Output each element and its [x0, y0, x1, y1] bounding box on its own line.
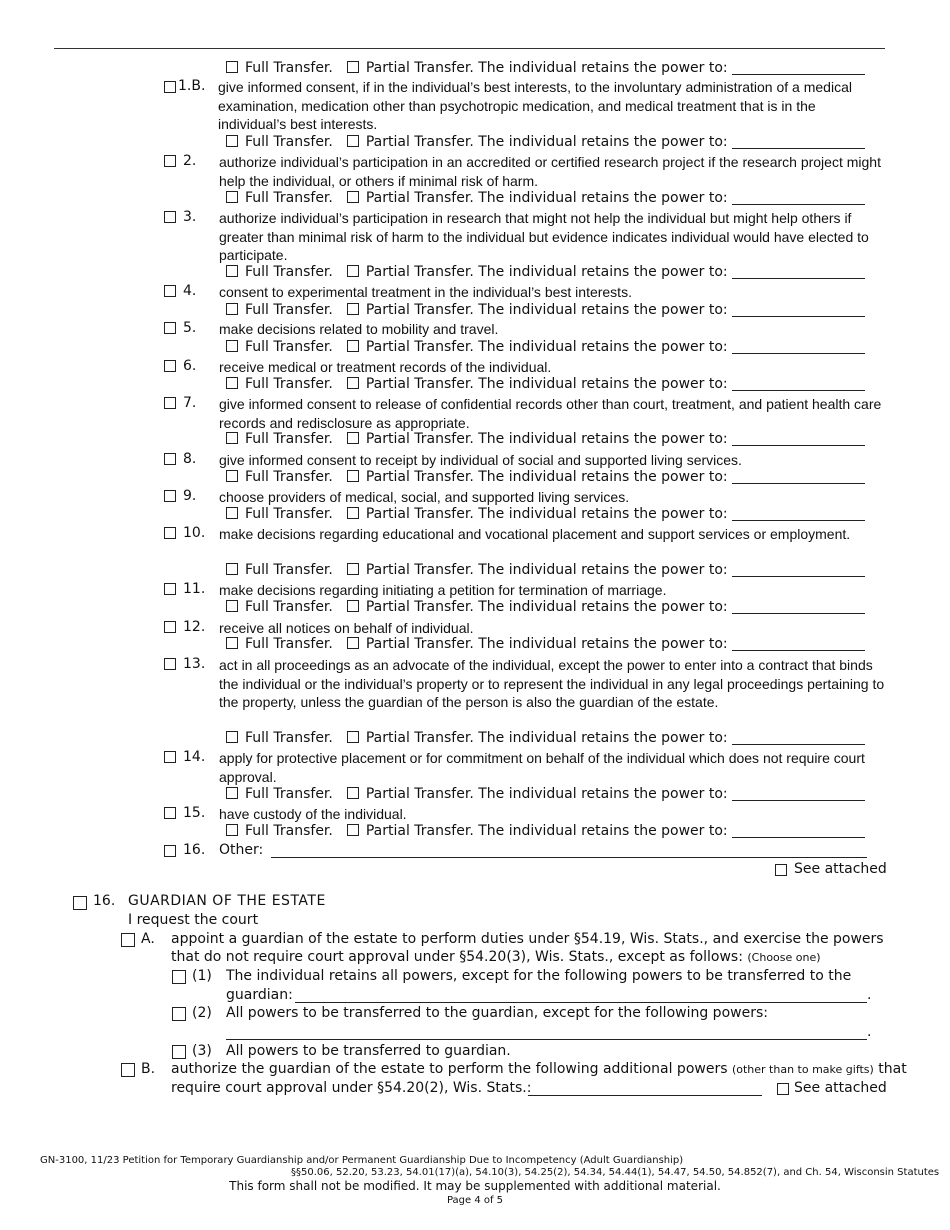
full-transfer-checkbox[interactable]	[226, 787, 238, 799]
transfer-row-14	[226, 786, 865, 805]
estate-b-see-attached-label: See attached	[794, 1080, 887, 1096]
full-transfer-checkbox[interactable]	[226, 377, 238, 389]
estate-a-text-line1: appoint a guardian of the estate to perform duties under §54.19, Wis. Stats., and exercise the powers	[171, 931, 884, 947]
transfer-row-2	[226, 190, 865, 209]
item-15-checkbox[interactable]	[164, 807, 176, 819]
transfer-row-3	[226, 264, 865, 283]
estate-b-text-line1	[171, 1061, 907, 1077]
partial-transfer-checkbox[interactable]	[347, 731, 359, 743]
partial-transfer-checkbox[interactable]	[347, 265, 359, 277]
see-attached-label: See attached	[794, 861, 887, 877]
item-11-checkbox[interactable]	[164, 583, 176, 595]
full-transfer-checkbox[interactable]	[226, 191, 238, 203]
item-10-text: make decisions regarding educational and vocational placement and support services or employment.	[219, 526, 851, 542]
footer-form-id: GN-3100, 11/23 Petition for Temporary Guardianship and/or Permanent Guardianship Due to Incompetency (Adult Guardianship)	[40, 1155, 684, 1166]
estate-a-text: that do not require court approval under §54.20(3), Wis. Stats., except as follows:	[171, 949, 743, 965]
estate-a-label: A.	[141, 931, 155, 947]
partial-transfer-checkbox[interactable]	[347, 191, 359, 203]
footer-statutes: §§50.06, 52.20, 53.23, 54.01(17)(a), 54.10(3), 54.25(2), 54.34, 54.44(1), 54.47, 54.50, 54.852(7), and Ch. 54, Wisconsin Statutes	[291, 1167, 940, 1178]
item-6-checkbox[interactable]	[164, 360, 176, 372]
item-11-number: 11.	[183, 581, 206, 597]
estate-section-number: 16.	[93, 893, 116, 909]
partial-transfer-label: Partial Transfer. The individual retains the power to:	[365, 823, 728, 839]
retains-power-field[interactable]	[732, 787, 865, 801]
transfer-row-4	[226, 302, 865, 321]
partial-transfer-checkbox[interactable]	[347, 377, 359, 389]
item-14-number: 14.	[183, 749, 206, 765]
item-7-number: 7.	[183, 395, 197, 411]
full-transfer-checkbox[interactable]	[226, 135, 238, 147]
item-14-text: apply for protective placement or for commitment on behalf of the individual which does not require court approval.	[219, 750, 865, 785]
estate-a-text-line2	[171, 949, 821, 965]
full-transfer-checkbox[interactable]	[226, 432, 238, 444]
retains-power-field[interactable]	[732, 600, 865, 614]
full-transfer-label: Full Transfer.	[245, 636, 333, 652]
partial-transfer-checkbox[interactable]	[347, 637, 359, 649]
retains-power-field[interactable]	[732, 135, 865, 149]
option-2-number: (2)	[192, 1005, 212, 1021]
full-transfer-checkbox[interactable]	[226, 563, 238, 575]
retains-power-field[interactable]	[732, 61, 865, 75]
item-9-number: 9.	[183, 488, 197, 504]
transfer-row-13	[226, 730, 865, 749]
transfer-row-7	[226, 431, 865, 450]
partial-transfer-checkbox[interactable]	[347, 432, 359, 444]
full-transfer-label: Full Transfer.	[245, 60, 333, 76]
partial-transfer-checkbox[interactable]	[347, 340, 359, 352]
partial-transfer-label: Partial Transfer. The individual retains the power to:	[365, 134, 728, 150]
item-3-text: authorize individual’s participation in research that might not help the individual but might help others if greater than minimal risk of harm to the individual but evidence indicates individual would have elected to participate.	[219, 210, 869, 264]
option-3-number: (3)	[192, 1043, 212, 1059]
partial-transfer-checkbox[interactable]	[347, 824, 359, 836]
full-transfer-label: Full Transfer.	[245, 376, 333, 392]
full-transfer-label: Full Transfer.	[245, 469, 333, 485]
estate-section-title: GUARDIAN OF THE ESTATE	[128, 893, 326, 909]
partial-transfer-label: Partial Transfer. The individual retains the power to:	[365, 786, 728, 802]
item-10-checkbox[interactable]	[164, 527, 176, 539]
retains-power-field[interactable]	[732, 824, 865, 838]
full-transfer-label: Full Transfer.	[245, 599, 333, 615]
partial-transfer-label: Partial Transfer. The individual retains the power to:	[365, 599, 728, 615]
other-label: Other:	[219, 842, 264, 858]
choose-one-note: (Choose one)	[747, 951, 821, 964]
item-12-text: receive all notices on behalf of individual.	[219, 620, 474, 636]
partial-transfer-checkbox[interactable]	[347, 135, 359, 147]
transfer-row-11	[226, 599, 865, 618]
full-transfer-label: Full Transfer.	[245, 190, 333, 206]
retains-power-field[interactable]	[732, 265, 865, 279]
item-12-checkbox[interactable]	[164, 621, 176, 633]
partial-transfer-label: Partial Transfer. The individual retains the power to:	[365, 264, 728, 280]
item-2-number: 2.	[183, 153, 197, 169]
retains-power-field[interactable]	[732, 191, 865, 205]
partial-transfer-label: Partial Transfer. The individual retains the power to:	[365, 190, 728, 206]
full-transfer-checkbox[interactable]	[226, 731, 238, 743]
item-7-text: give informed consent to release of confidential records other than court, treatment, and patient health care records and redisclosure as appropriate.	[219, 396, 882, 431]
item-5-text: make decisions related to mobility and travel.	[219, 321, 499, 337]
partial-transfer-label: Partial Transfer. The individual retains the power to:	[365, 562, 728, 578]
option-1-text-line2: guardian:	[226, 987, 293, 1003]
full-transfer-checkbox[interactable]	[226, 637, 238, 649]
item-1b-number: 1.B.	[178, 78, 206, 94]
item-2-text: authorize individual’s participation in an accredited or certified research project if the research project might help the individual, or others if minimal risk of harm.	[219, 154, 881, 189]
option-1-powers-field[interactable]	[295, 1002, 867, 1003]
option-2-period: .	[867, 1024, 872, 1040]
retains-power-field[interactable]	[732, 731, 865, 745]
option-1-checkbox[interactable]	[172, 970, 186, 984]
full-transfer-checkbox[interactable]	[226, 61, 238, 73]
option-2-text: All powers to be transferred to the guardian, except for the following powers:	[226, 1005, 768, 1021]
retains-power-field[interactable]	[732, 507, 865, 521]
full-transfer-checkbox[interactable]	[226, 265, 238, 277]
full-transfer-label: Full Transfer.	[245, 506, 333, 522]
other-field[interactable]	[271, 857, 867, 858]
top-rule	[54, 48, 885, 49]
option-3-checkbox[interactable]	[172, 1045, 186, 1059]
item-14-checkbox[interactable]	[164, 751, 176, 763]
retains-power-field[interactable]	[732, 563, 865, 577]
estate-a-checkbox[interactable]	[121, 933, 135, 947]
item-5-number: 5.	[183, 320, 197, 336]
transfer-row-1a	[226, 60, 865, 79]
partial-transfer-checkbox[interactable]	[347, 470, 359, 482]
item-9-checkbox[interactable]	[164, 490, 176, 502]
item-6-number: 6.	[183, 358, 197, 374]
item-15-text: have custody of the individual.	[219, 806, 407, 822]
item-15-number: 15.	[183, 805, 206, 821]
option-1-text: The individual retains all powers, except for the following powers to be transferred to the	[226, 968, 852, 984]
retains-power-field[interactable]	[732, 637, 865, 651]
partial-transfer-label: Partial Transfer. The individual retains the power to:	[365, 431, 728, 447]
item-13-checkbox[interactable]	[164, 658, 176, 670]
full-transfer-checkbox[interactable]	[226, 824, 238, 836]
estate-b-powers-field[interactable]	[528, 1095, 762, 1096]
item-13-text: act in all proceedings as an advocate of the individual, except the power to enter into a contract that binds the individual or the individual’s property or to represent the individual in any legal proceedings pertaining to the property, unless the guardian of the person is also the guardian of the estate.	[219, 657, 885, 711]
item-5-checkbox[interactable]	[164, 322, 176, 334]
full-transfer-checkbox[interactable]	[226, 507, 238, 519]
item-4-number: 4.	[183, 283, 197, 299]
full-transfer-checkbox[interactable]	[226, 600, 238, 612]
estate-b-gifts-note: (other than to make gifts)	[731, 1063, 874, 1076]
transfer-row-12	[226, 636, 865, 655]
option-2-powers-field[interactable]	[226, 1039, 867, 1040]
partial-transfer-checkbox[interactable]	[347, 303, 359, 315]
transfer-row-15	[226, 823, 865, 842]
full-transfer-label: Full Transfer.	[245, 786, 333, 802]
full-transfer-label: Full Transfer.	[245, 823, 333, 839]
transfer-row-6	[226, 376, 865, 395]
item-2-checkbox[interactable]	[164, 155, 176, 167]
option-1-number: (1)	[192, 968, 212, 984]
estate-b-see-attached-checkbox[interactable]	[777, 1083, 789, 1095]
item-4-text: consent to experimental treatment in the individual’s best interests.	[219, 284, 632, 300]
item-12-number: 12.	[183, 619, 206, 635]
see-attached-checkbox[interactable]	[775, 864, 787, 876]
footer-notice: This form shall not be modified. It may be supplemented with additional material.	[229, 1179, 721, 1193]
item-1b-checkbox[interactable]	[164, 81, 176, 93]
retains-power-field[interactable]	[732, 432, 865, 446]
option-2-checkbox[interactable]	[172, 1007, 186, 1021]
item-16-other-number: 16.	[183, 842, 206, 858]
item-1b-text: give informed consent, if in the individual’s best interests, to the involuntary administration of a medical examination, medication other than psychotropic medication, and medical treatment that is in the individual’s best interests.	[218, 79, 852, 133]
item-8-checkbox[interactable]	[164, 453, 176, 465]
item-3-checkbox[interactable]	[164, 211, 176, 223]
full-transfer-label: Full Transfer.	[245, 302, 333, 318]
item-3-number: 3.	[183, 209, 197, 225]
retains-power-field[interactable]	[732, 340, 865, 354]
estate-b-text: authorize the guardian of the estate to perform the following additional powers	[171, 1061, 728, 1077]
estate-b-that: that	[878, 1061, 907, 1077]
partial-transfer-label: Partial Transfer. The individual retains the power to:	[365, 376, 728, 392]
full-transfer-label: Full Transfer.	[245, 562, 333, 578]
item-11-text: make decisions regarding initiating a petition for termination of marriage.	[219, 582, 667, 598]
partial-transfer-label: Partial Transfer. The individual retains the power to:	[365, 302, 728, 318]
estate-request-text: I request the court	[128, 912, 259, 928]
partial-transfer-checkbox[interactable]	[347, 787, 359, 799]
partial-transfer-checkbox[interactable]	[347, 600, 359, 612]
option-1-period: .	[867, 987, 872, 1003]
transfer-row-1b	[226, 134, 865, 153]
partial-transfer-label: Partial Transfer. The individual retains the power to:	[365, 60, 728, 76]
partial-transfer-label: Partial Transfer. The individual retains the power to:	[365, 339, 728, 355]
partial-transfer-checkbox[interactable]	[347, 61, 359, 73]
full-transfer-checkbox[interactable]	[226, 303, 238, 315]
full-transfer-label: Full Transfer.	[245, 339, 333, 355]
retains-power-field[interactable]	[732, 470, 865, 484]
estate-b-label: B.	[141, 1061, 156, 1077]
retains-power-field[interactable]	[732, 377, 865, 391]
full-transfer-label: Full Transfer.	[245, 264, 333, 280]
full-transfer-label: Full Transfer.	[245, 730, 333, 746]
full-transfer-label: Full Transfer.	[245, 431, 333, 447]
partial-transfer-label: Partial Transfer. The individual retains the power to:	[365, 730, 728, 746]
partial-transfer-checkbox[interactable]	[347, 563, 359, 575]
partial-transfer-checkbox[interactable]	[347, 507, 359, 519]
estate-section-checkbox[interactable]	[73, 896, 87, 910]
page-number: Page 4 of 5	[446, 1195, 504, 1206]
item-4-checkbox[interactable]	[164, 285, 176, 297]
item-7-checkbox[interactable]	[164, 397, 176, 409]
partial-transfer-label: Partial Transfer. The individual retains the power to:	[365, 506, 728, 522]
item-6-text: receive medical or treatment records of the individual.	[219, 359, 552, 375]
item-8-number: 8.	[183, 451, 197, 467]
full-transfer-checkbox[interactable]	[226, 470, 238, 482]
item-10-number: 10.	[183, 525, 206, 541]
item-13-number: 13.	[183, 656, 206, 672]
transfer-row-10	[226, 562, 865, 581]
option-3-text: All powers to be transferred to guardian.	[226, 1043, 511, 1059]
item-16-other-checkbox[interactable]	[164, 845, 176, 857]
transfer-row-5	[226, 339, 865, 358]
transfer-row-9	[226, 506, 865, 525]
full-transfer-label: Full Transfer.	[245, 134, 333, 150]
partial-transfer-label: Partial Transfer. The individual retains the power to:	[365, 469, 728, 485]
estate-b-checkbox[interactable]	[121, 1063, 135, 1077]
partial-transfer-label: Partial Transfer. The individual retains the power to:	[365, 636, 728, 652]
estate-b-text-line2: require court approval under §54.20(2), Wis. Stats.:	[171, 1080, 532, 1096]
full-transfer-checkbox[interactable]	[226, 340, 238, 352]
item-8-text: give informed consent to receipt by individual of social and supported living services.	[219, 452, 742, 468]
item-9-text: choose providers of medical, social, and supported living services.	[219, 489, 630, 505]
retains-power-field[interactable]	[732, 303, 865, 317]
transfer-row-8	[226, 469, 865, 488]
